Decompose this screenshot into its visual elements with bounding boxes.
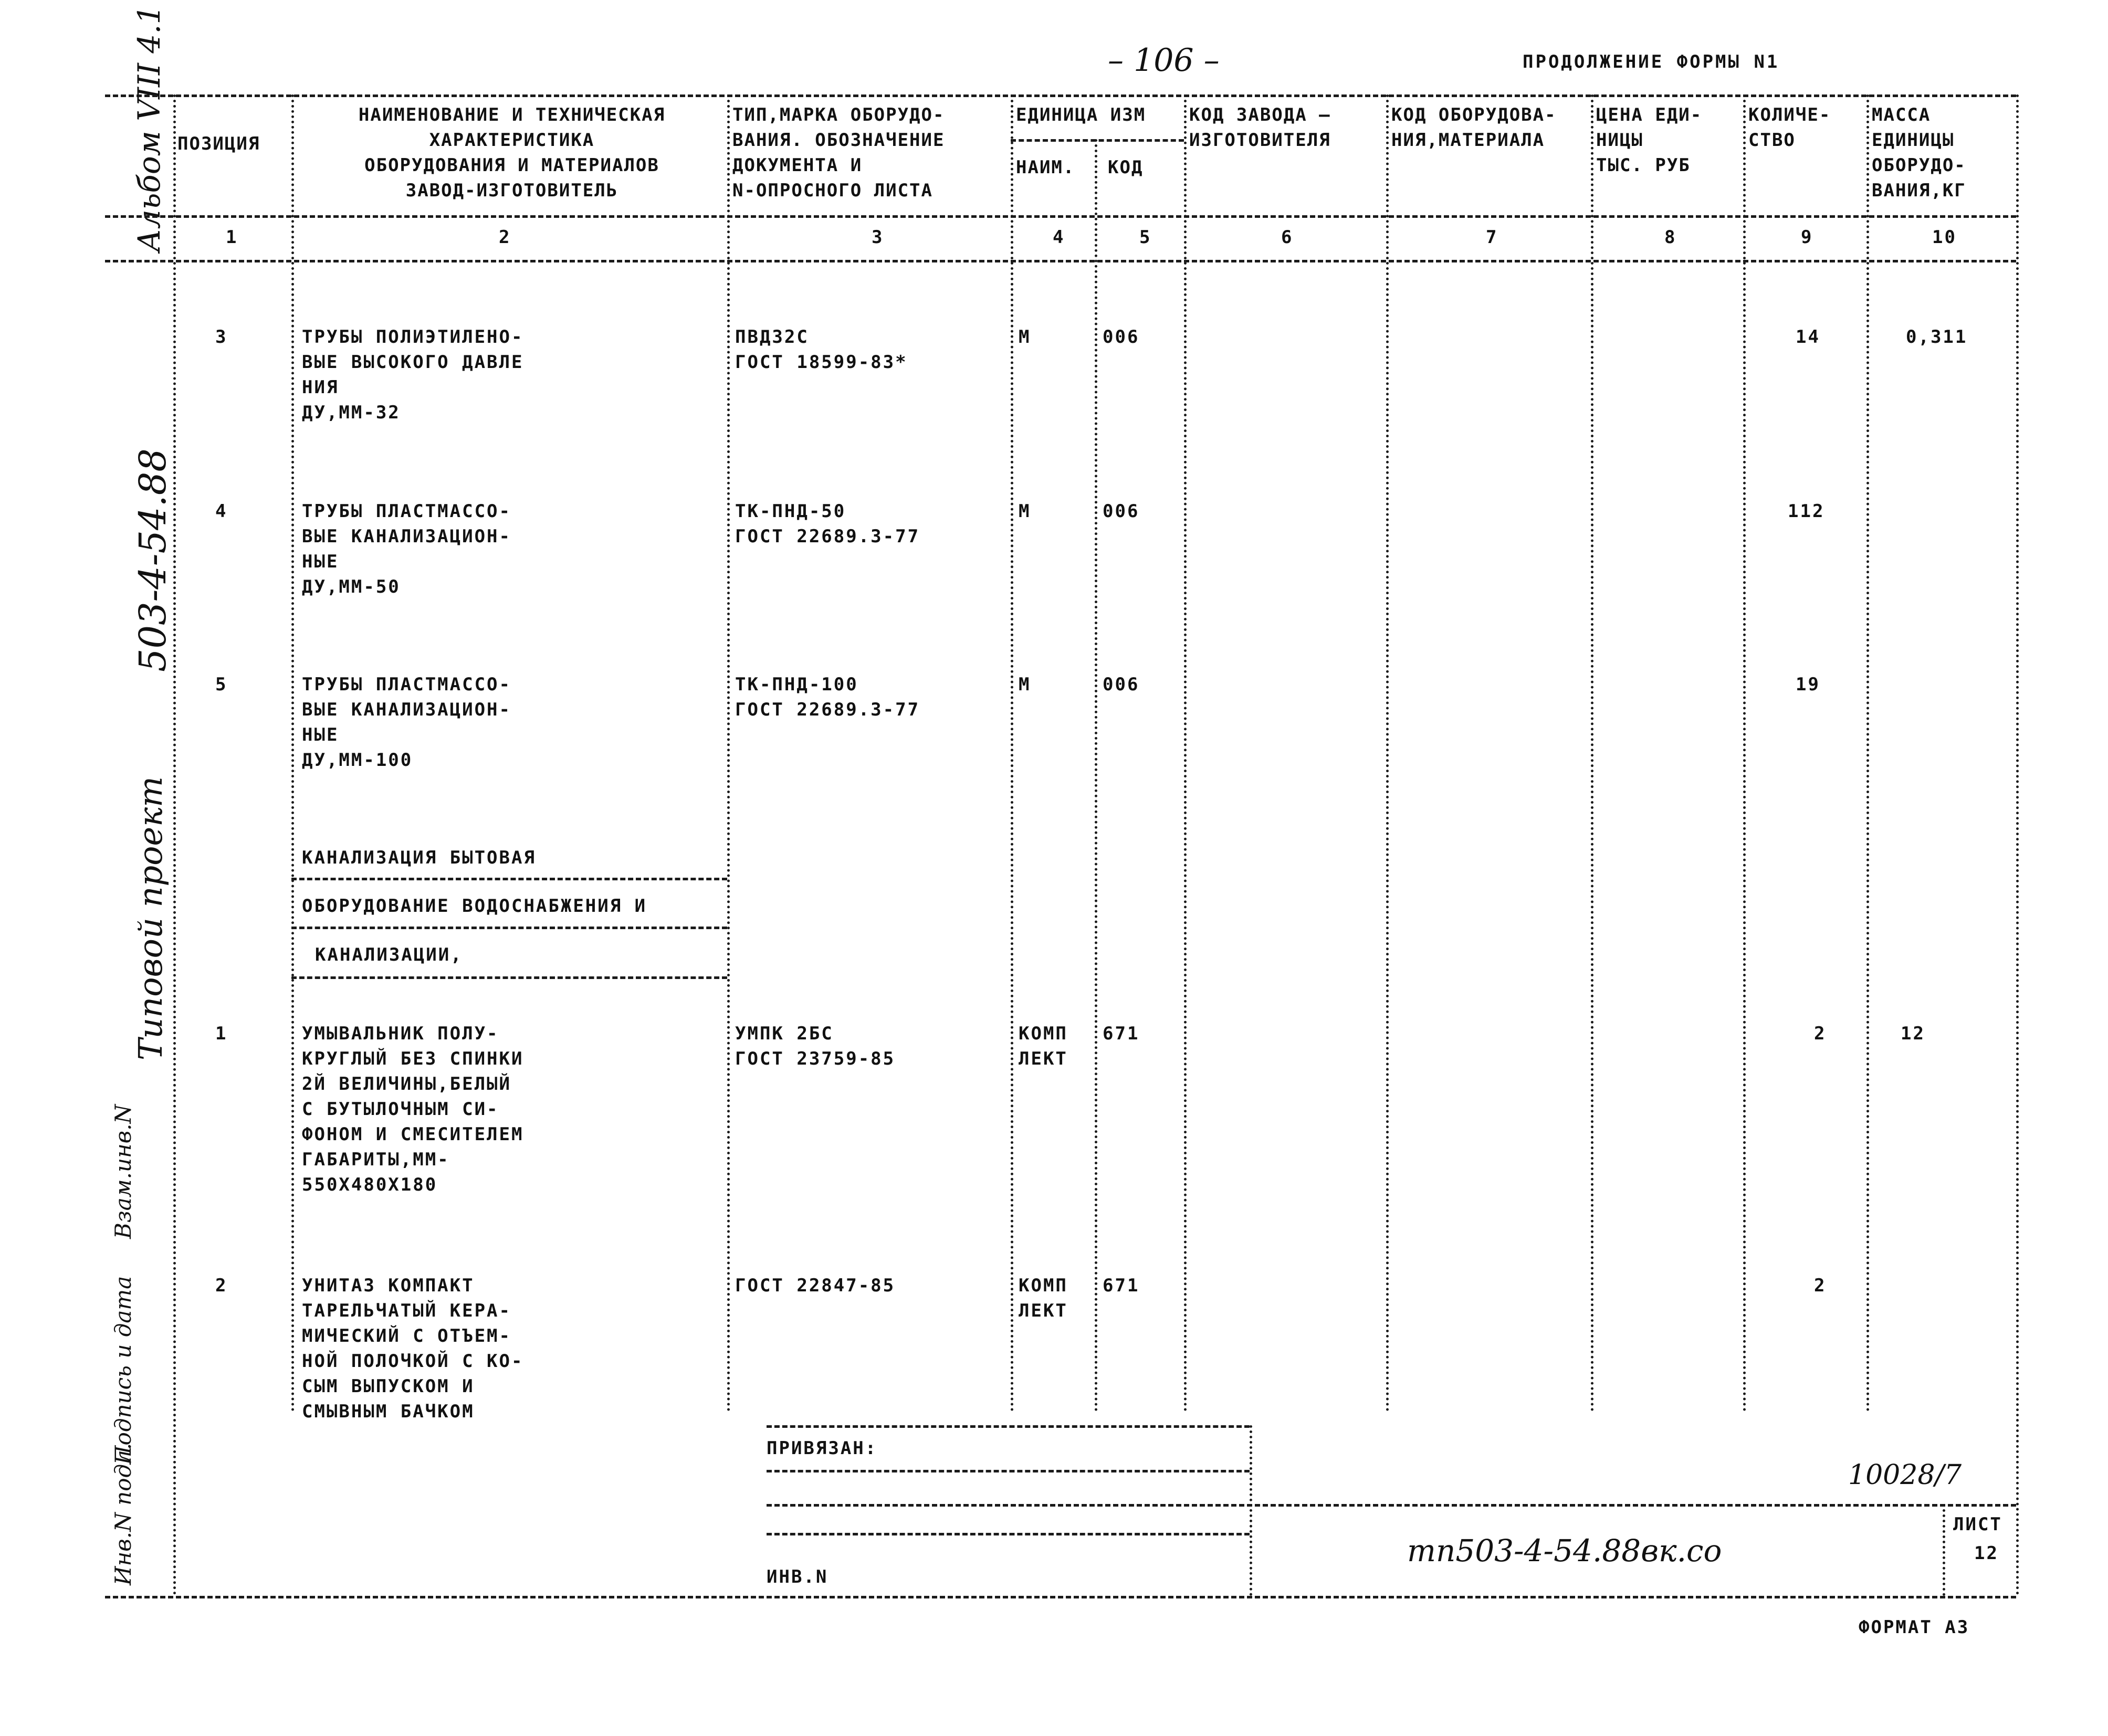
column-number: 9: [1801, 227, 1813, 248]
row-type: ТК-ПНД-50 ГОСТ 22689.3-77: [735, 501, 920, 547]
format-label: ФОРМАТ А3: [1859, 1617, 1970, 1638]
header-position: ПОЗИЦИЯ: [177, 133, 260, 154]
header-equipment-code: КОД ОБОРУДОВА- НИЯ,МАТЕРИАЛА: [1391, 104, 1557, 151]
stamp-rule: [767, 1533, 1250, 1535]
section-title-equipment: ОБОРУДОВАНИЕ ВОДОСНАБЖЕНИЯ И: [302, 896, 647, 917]
stamp-rule: [767, 1425, 1250, 1428]
col-sep: [1386, 94, 1389, 1412]
row-name: УНИТАЗ КОМПАКТ ТАРЕЛЬЧАТЫЙ КЕРА- МИЧЕСКИЙ С ОТЪЕМ- НОЙ ПОЛОЧКОЙ С КО- СЫМ ВЫПУСКОМ И СМЫВНЫМ БАЧКОМ: [302, 1275, 524, 1422]
col-sep: [1591, 94, 1593, 1412]
col-sep: [2016, 94, 2019, 1596]
col-sep: [1095, 139, 1097, 1412]
row-position: 3: [215, 327, 228, 348]
header-quantity: КОЛИЧЕ- СТВО: [1748, 104, 1831, 151]
page-number: – 106 –: [1108, 42, 1220, 79]
column-number: 7: [1486, 227, 1498, 248]
section-rule: [291, 927, 727, 929]
rule-header-bottom: [105, 215, 2016, 218]
section-rule: [291, 878, 727, 880]
row-quantity: 2: [1814, 1023, 1827, 1044]
stamp-sep: [1943, 1504, 1945, 1596]
project-code: 503-4-54.88: [131, 448, 174, 672]
col-sep: [1866, 94, 1869, 1412]
row-quantity: 19: [1796, 674, 1820, 695]
col-sep: [1743, 94, 1746, 1412]
section-rule: [291, 976, 727, 979]
row-name: ТРУБЫ ПЛАСТМАССО- ВЫЕ КАНАЛИЗАЦИОН- НЫЕ ДУ,ММ-100: [302, 674, 511, 771]
column-number: 4: [1053, 227, 1065, 248]
rule-bottom: [105, 1596, 2016, 1598]
row-position: 4: [215, 501, 228, 522]
header-manufacturer-code: КОД ЗАВОДА – ИЗГОТОВИТЕЛЯ: [1189, 104, 1331, 151]
row-quantity: 112: [1788, 501, 1825, 522]
row-unit: М: [1019, 327, 1031, 348]
stamp-label-inv: Инв.N подл.: [110, 1443, 136, 1585]
stamp-archive-number: 10028/7: [1848, 1459, 1962, 1491]
row-position: 1: [215, 1023, 228, 1044]
row-position: 5: [215, 674, 228, 695]
stamp-privyazan: ПРИВЯЗАН:: [767, 1438, 878, 1459]
row-code: 006: [1103, 327, 1140, 348]
header-type: ТИП,МАРКА ОБОРУДО- ВАНИЯ. ОБОЗНАЧЕНИЕ ДОКУМЕНТА И N-ОПРОСНОГО ЛИСТА: [732, 104, 945, 201]
section-title-canalization: КАНАЛИЗАЦИИ,: [315, 944, 463, 965]
stamp-label-replacement: Взам.инв.N: [110, 1104, 136, 1239]
row-position: 2: [215, 1275, 228, 1296]
stamp-rule: [767, 1504, 2016, 1507]
row-code: 671: [1103, 1275, 1140, 1296]
section-title-sewerage: КАНАЛИЗАЦИЯ БЫТОВАЯ: [302, 847, 536, 868]
header-name: НАИМЕНОВАНИЕ И ТЕХНИЧЕСКАЯ ХАРАКТЕРИСТИКА ОБОРУДОВАНИЯ И МАТЕРИАЛОВ ЗАВОД-ИЗГОТОВИТЕЛЬ: [358, 104, 666, 201]
column-number: 10: [1932, 227, 1957, 248]
row-name: ТРУБЫ ПОЛИЭТИЛЕНО- ВЫЕ ВЫСОКОГО ДАВЛЕ НИЯ ДУ,ММ-32: [302, 327, 524, 423]
row-quantity: 14: [1796, 327, 1820, 348]
row-type: УМПК 2БС ГОСТ 23759-85: [735, 1023, 896, 1069]
header-unit-name: НАИМ.: [1016, 157, 1075, 178]
col-sep: [1184, 94, 1187, 1412]
row-unit: КОМП ЛЕКТ: [1019, 1275, 1068, 1321]
row-unit: М: [1019, 501, 1031, 522]
rule-colnum-bottom: [105, 260, 2016, 262]
header-unit-code: КОД: [1108, 157, 1144, 178]
col-sep: [173, 94, 176, 1596]
row-mass: 12: [1901, 1023, 1925, 1044]
col-sep: [727, 94, 730, 1412]
stamp-sep: [1250, 1425, 1252, 1596]
column-number: 8: [1664, 227, 1677, 248]
column-number: 2: [499, 227, 511, 248]
column-number: 6: [1281, 227, 1294, 248]
header-unit: ЕДИНИЦА ИЗМ: [1016, 104, 1146, 125]
row-name: ТРУБЫ ПЛАСТМАССО- ВЫЕ КАНАЛИЗАЦИОН- НЫЕ ДУ,ММ-50: [302, 501, 511, 597]
stamp-inv: ИНВ.N: [767, 1566, 828, 1587]
rule-top: [105, 94, 2016, 97]
row-code: 006: [1103, 501, 1140, 522]
row-code: 671: [1103, 1023, 1140, 1044]
album-label: Альбом VIII 4.1: [131, 5, 167, 252]
row-code: 006: [1103, 674, 1140, 695]
stamp-label-signature: Подпись и дата: [110, 1276, 136, 1465]
stamp-doc-code: тп503-4-54.88вк.со: [1407, 1533, 1722, 1569]
col-sep: [291, 94, 294, 1412]
column-number: 1: [226, 227, 238, 248]
stamp-sheet-number: 12: [1974, 1543, 1999, 1564]
column-number: 5: [1139, 227, 1152, 248]
row-unit: М: [1019, 674, 1031, 695]
stamp-sheet-label: ЛИСТ: [1953, 1514, 2002, 1535]
typical-project-label: Типовой проект: [131, 776, 170, 1060]
col-sep: [1011, 94, 1013, 1412]
stamp-rule: [767, 1470, 1250, 1472]
row-mass: 0,311: [1906, 327, 1968, 348]
column-number: 3: [872, 227, 884, 248]
row-quantity: 2: [1814, 1275, 1827, 1296]
header-mass: МАССА ЕДИНИЦЫ ОБОРУДО- ВАНИЯ,КГ: [1872, 104, 1966, 201]
row-name: УМЫВАЛЬНИК ПОЛУ- КРУГЛЫЙ БЕЗ СПИНКИ 2Й ВЕЛИЧИНЫ,БЕЛЫЙ С БУТЫЛОЧНЫМ СИ- ФОНОМ И СМЕСИТЕЛЕМ ГАБАРИТЫ,ММ- 550Х480Х180: [302, 1023, 524, 1195]
row-type: ТК-ПНД-100 ГОСТ 22689.3-77: [735, 674, 920, 720]
form-title: ПРОДОЛЖЕНИЕ ФОРМЫ N1: [1523, 51, 1780, 72]
header-unit-price: ЦЕНА ЕДИ- НИЦЫ ТЫС. РУБ: [1596, 104, 1703, 176]
row-type: ГОСТ 22847-85: [735, 1275, 896, 1296]
row-unit: КОМП ЛЕКТ: [1019, 1023, 1068, 1069]
rule-unit-split: [1011, 139, 1184, 142]
row-type: ПВД32С ГОСТ 18599-83*: [735, 327, 908, 373]
